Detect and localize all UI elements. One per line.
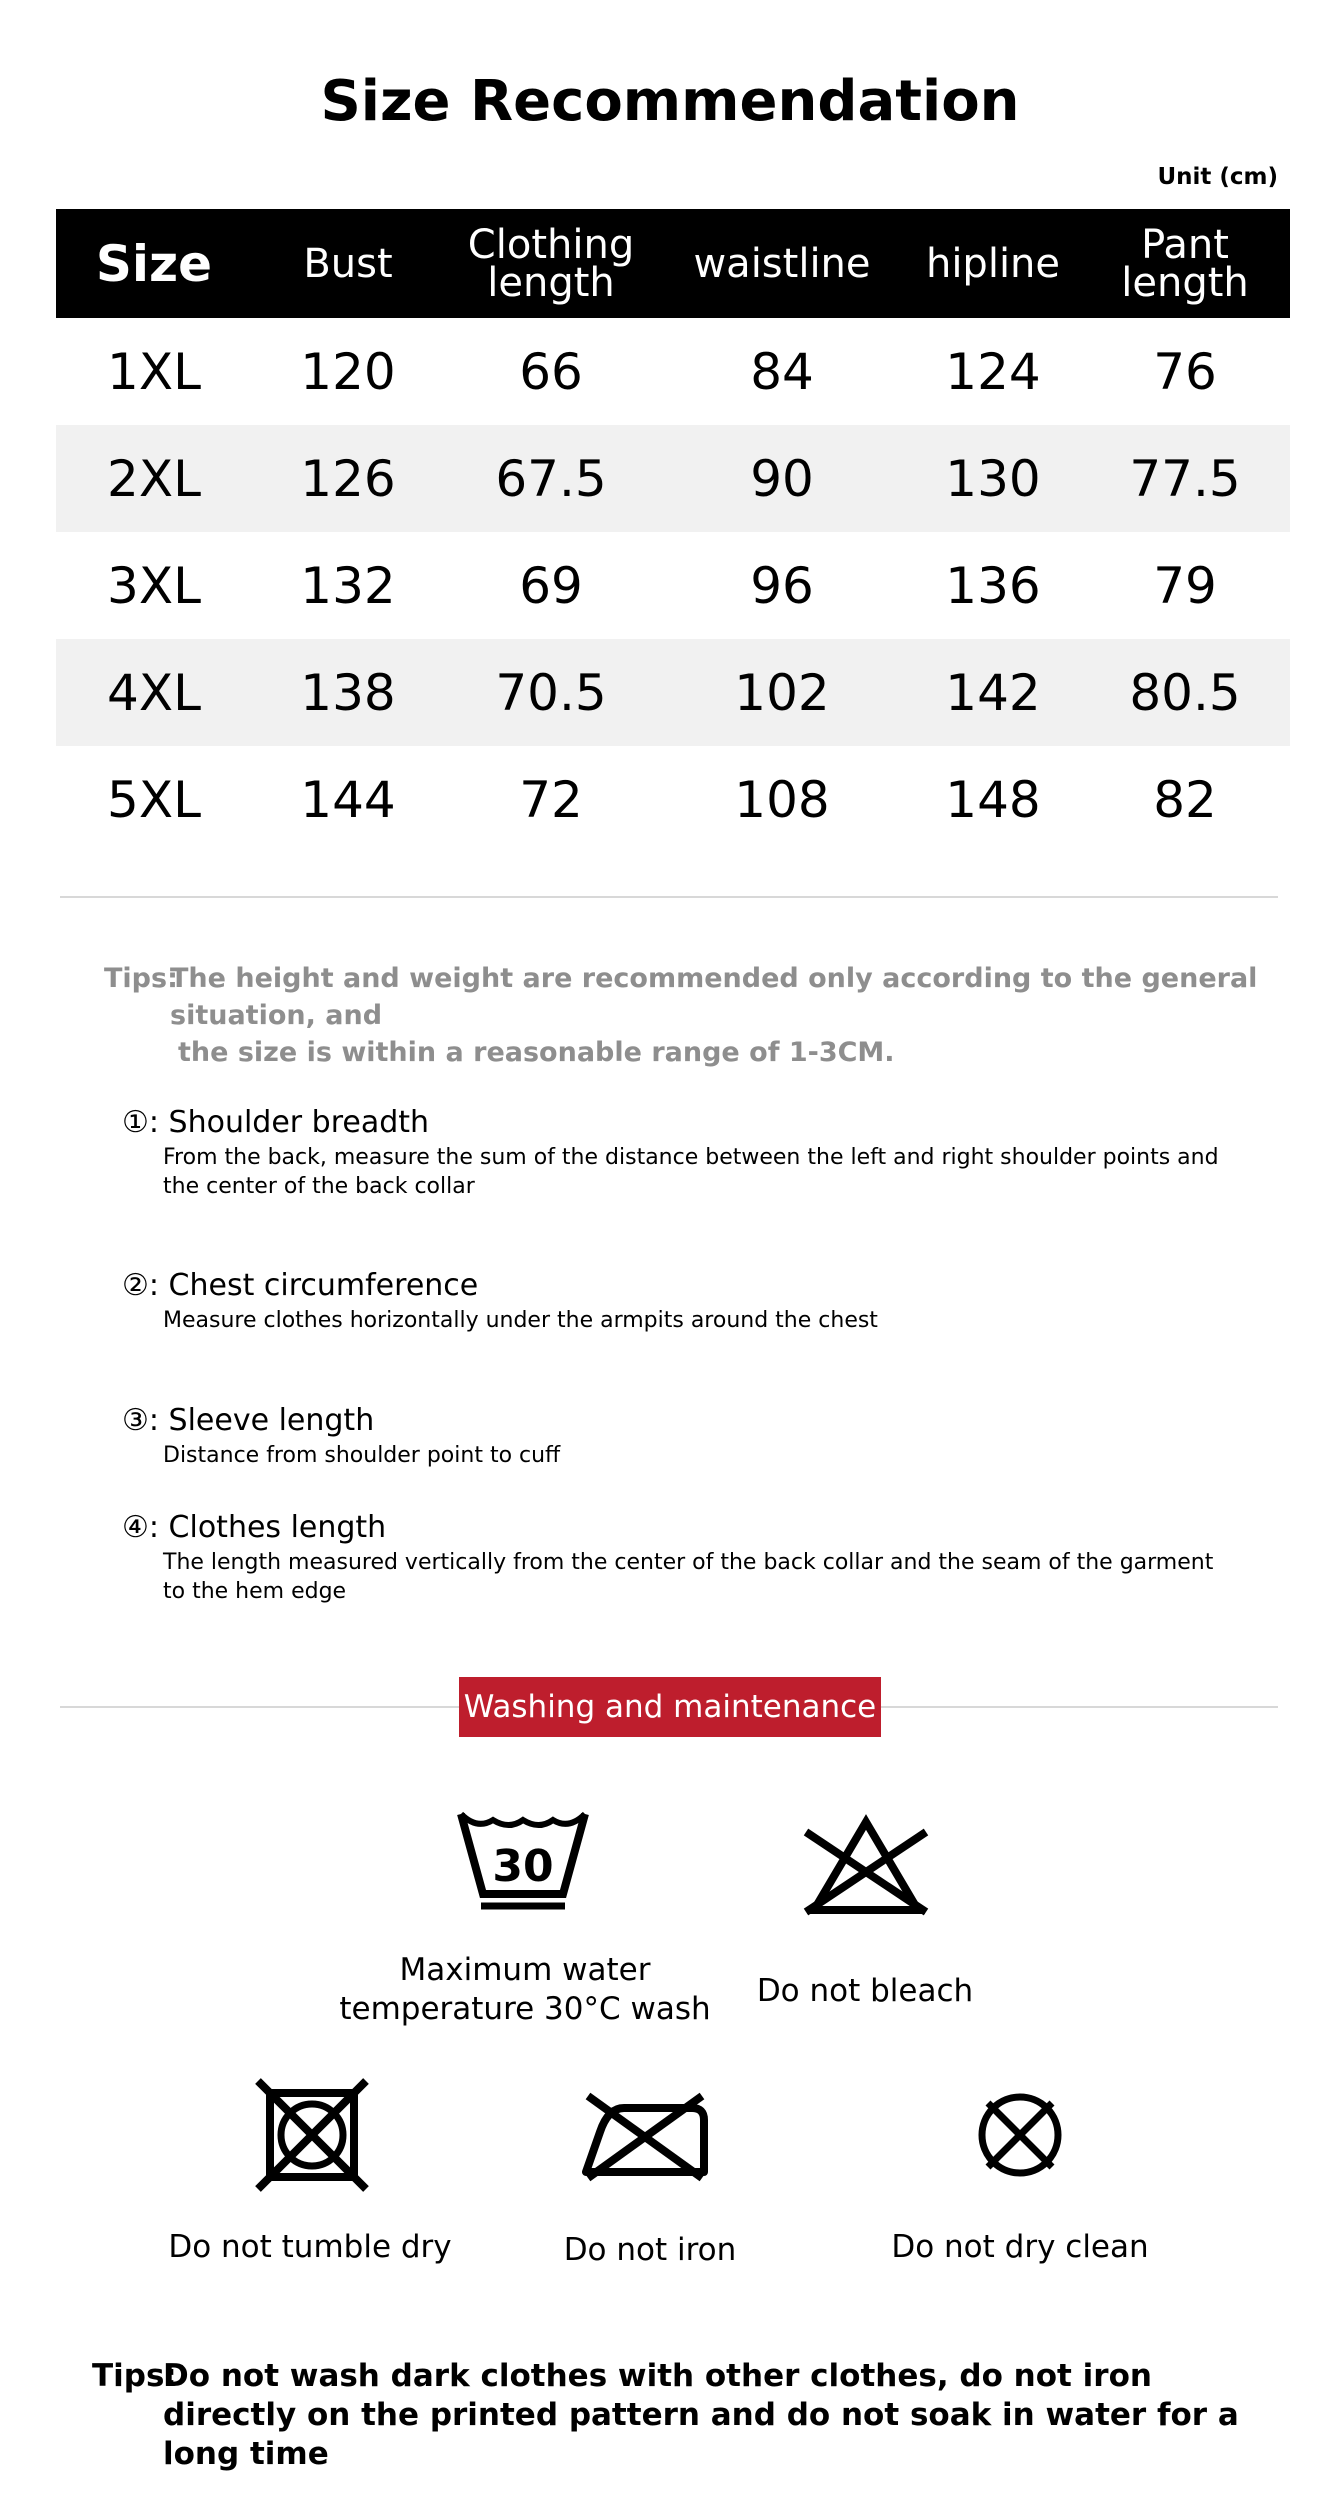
tips-bottom-text: Do not wash dark clothes with other clothes, do not iron directly on the printed pattern and do not soak in water for a long time — [163, 2358, 1239, 2472]
table-cell: 136 — [945, 556, 1041, 615]
measure-chest-circumference — [122, 1266, 1242, 1335]
table-cell: 70.5 — [495, 663, 607, 722]
caption-wash-30-line1: Maximum water — [399, 1952, 651, 1988]
table-cell: 79 — [1153, 556, 1217, 615]
header-waistline: waistline — [693, 240, 871, 287]
header-pant-length — [1080, 221, 1290, 306]
tips-bottom-label: Tips: — [92, 2358, 177, 2394]
tips-bottom — [92, 2357, 1292, 2474]
caption-no-iron: Do not iron — [563, 2232, 737, 2268]
measure-sleeve-length — [122, 1401, 1242, 1470]
table-cell: 130 — [945, 449, 1041, 508]
no-bleach-icon — [798, 1814, 934, 1918]
table-cell: 3XL — [107, 556, 201, 615]
table-cell: 4XL — [107, 663, 201, 722]
table-cell: 67.5 — [495, 449, 607, 508]
caption-wash-30-line2: temperature 30°C wash — [339, 1991, 711, 2027]
table-cell: 84 — [750, 342, 814, 401]
header-clothing-length-line1: Clothing — [467, 221, 635, 268]
table-cell: 102 — [734, 663, 830, 722]
header-hipline: hipline — [925, 240, 1061, 287]
measure-shoulder-breadth — [122, 1103, 1242, 1201]
table-cell: 148 — [945, 770, 1041, 829]
header-pant-length-line1: Pant — [1141, 221, 1229, 268]
table-cell: 126 — [300, 449, 396, 508]
table-cell: 96 — [750, 556, 814, 615]
measure-title: ①: Shoulder breadth — [122, 1105, 430, 1140]
table-cell: 144 — [300, 770, 396, 829]
header-clothing-length — [444, 221, 658, 306]
measure-desc: Distance from shoulder point to cuff — [163, 1443, 561, 1468]
table-header — [56, 209, 1290, 318]
table-cell: 66 — [519, 342, 583, 401]
divider-top — [60, 896, 1278, 898]
measure-desc: Measure clothes horizontally under the armpits around the chest — [163, 1308, 878, 1333]
wash-temp-text: 30 — [492, 1841, 554, 1892]
caption-no-tumble-dry: Do not tumble dry — [168, 2229, 452, 2265]
measure-title: ④: Clothes length — [122, 1510, 387, 1545]
table-body — [56, 318, 1290, 853]
table-cell: 124 — [945, 342, 1041, 401]
caption-no-bleach: Do not bleach — [756, 1973, 974, 2009]
no-tumble-dry-icon — [254, 2077, 370, 2193]
size-table — [56, 209, 1290, 853]
header-clothing-length-line2: length — [487, 259, 615, 306]
caption-no-dry-clean: Do not dry clean — [891, 2229, 1149, 2265]
measure-clothes-length — [122, 1508, 1242, 1606]
table-cell: 90 — [750, 449, 814, 508]
table-cell: 82 — [1153, 770, 1217, 829]
washing-title: Washing and maintenance — [459, 1677, 881, 1737]
table-cell: 77.5 — [1129, 449, 1241, 508]
no-iron-icon — [580, 2092, 710, 2182]
no-dry-clean-icon — [972, 2087, 1068, 2183]
table-row — [56, 425, 1290, 532]
page-title: Size Recommendation — [320, 69, 1020, 134]
table-cell: 72 — [519, 770, 583, 829]
measure-title: ②: Chest circumference — [122, 1268, 479, 1303]
unit-label: Unit (cm) — [1157, 164, 1278, 190]
divider-right — [881, 1706, 1278, 1708]
table-cell: 76 — [1153, 342, 1217, 401]
caption-wash-30 — [330, 1951, 720, 2029]
table-cell: 132 — [300, 556, 396, 615]
table-cell: 120 — [300, 342, 396, 401]
table-row — [56, 746, 1290, 853]
tips-top — [104, 960, 1284, 1071]
table-cell: 138 — [300, 663, 396, 722]
table-row — [56, 639, 1290, 746]
table-cell: 69 — [519, 556, 583, 615]
header-size: Size — [95, 234, 213, 293]
measure-title: ③: Sleeve length — [122, 1403, 375, 1438]
tips-top-label: Tips: — [104, 963, 178, 994]
tips-top-line2: the size is within a reasonable range of 1-3CM. — [178, 1037, 895, 1068]
table-cell: 1XL — [107, 342, 201, 401]
header-bust: Bust — [303, 240, 393, 287]
tips-top-line1: The height and weight are recommended only according to the general situation, and — [170, 963, 1258, 1031]
table-cell: 80.5 — [1129, 663, 1241, 722]
measure-desc: From the back, measure the sum of the distance between the left and right shoulder points and the center of the back collar — [163, 1145, 1219, 1199]
measure-desc: The length measured vertically from the center of the back collar and the seam of the garment to the hem edge — [163, 1550, 1214, 1604]
table-cell: 108 — [734, 770, 830, 829]
header-pant-length-line2: length — [1121, 259, 1249, 306]
divider-left — [60, 1706, 459, 1708]
table-cell: 5XL — [107, 770, 201, 829]
washing-section-header — [0, 1677, 1340, 1737]
table-cell: 2XL — [107, 449, 201, 508]
table-row — [56, 318, 1290, 425]
table-row — [56, 532, 1290, 639]
table-cell: 142 — [945, 663, 1041, 722]
wash-30-icon — [455, 1808, 591, 1912]
